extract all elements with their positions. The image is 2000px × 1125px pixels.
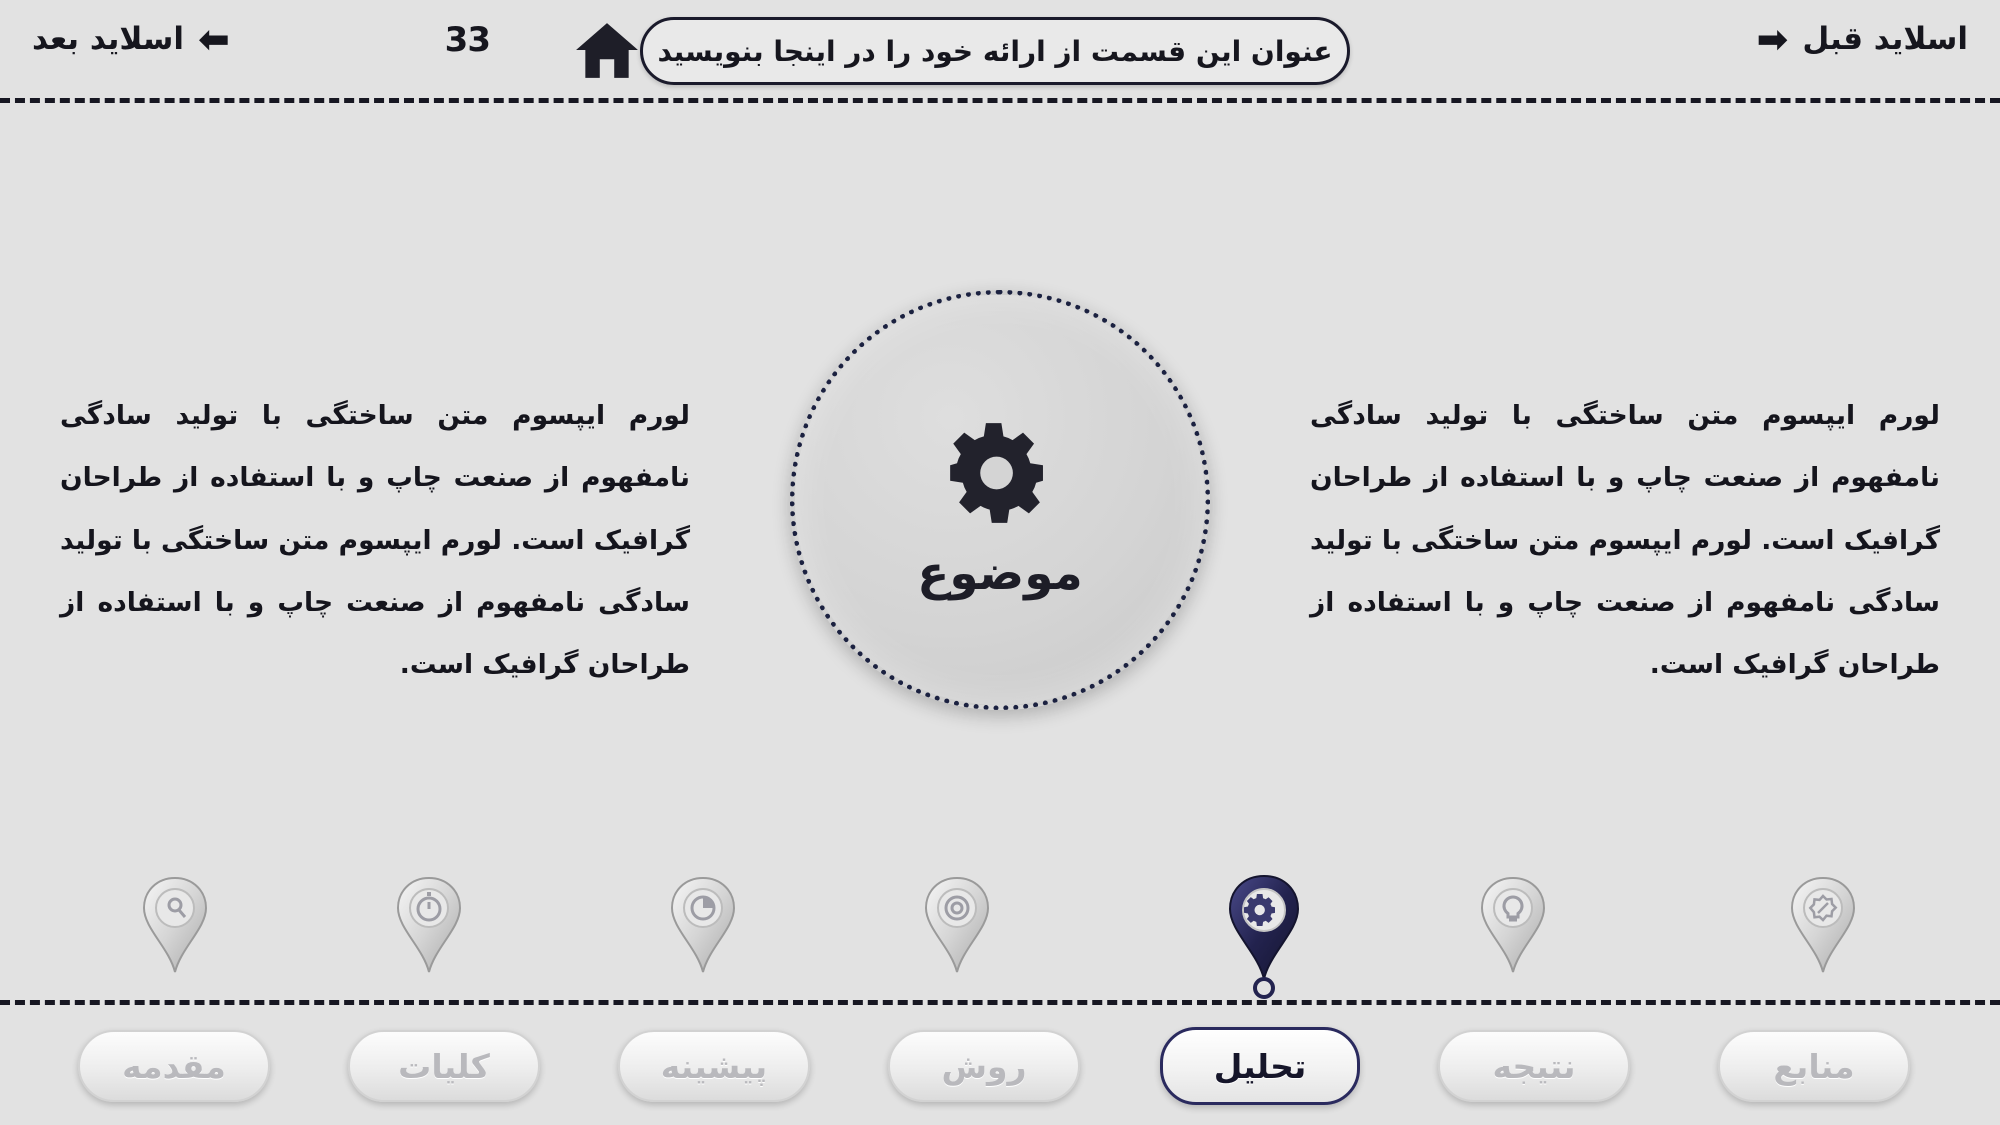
tab-tahlil[interactable] (1160, 1027, 1360, 1105)
tab-manabe-label: منابع (1773, 1046, 1855, 1086)
pin-ravesh[interactable] (914, 872, 1000, 982)
slide-title-placeholder: عنوان این قسمت از ارائه خود را در اینجا بنویسید (657, 34, 1333, 68)
pin-pishineh[interactable] (660, 872, 746, 982)
tab-kolliyat[interactable] (348, 1030, 540, 1102)
pin-row (0, 872, 2000, 1002)
top-navigation-bar (0, 0, 2000, 100)
tab-pishineh[interactable] (618, 1030, 810, 1102)
pin-tahlil[interactable] (1216, 872, 1312, 1000)
tab-moghadameh[interactable] (78, 1030, 270, 1102)
gear-icon (945, 418, 1055, 532)
tab-natijeh[interactable] (1438, 1030, 1630, 1102)
tab-manabe[interactable] (1718, 1030, 1910, 1102)
arrow-left-icon: ⬅ (198, 17, 230, 61)
arrow-right-icon: ➡ (1756, 17, 1789, 61)
slide-title-input[interactable] (640, 17, 1350, 85)
paragraph-left: لورم ایپسوم متن ساختگی با تولید سادگی نامفهوم از صنعت چاپ و با استفاده از طراحان گرافیک است. لورم ایپسوم متن ساختگی با تولید سادگی نامفهوم از صنعت چاپ و با استفاده از طراحان گرافیک است. (60, 400, 690, 681)
prev-slide-label: اسلاید قبل (1802, 21, 1968, 57)
topic-circle (790, 290, 1210, 710)
tab-moghadameh-label: مقدمه (122, 1046, 226, 1086)
pin-manabe[interactable] (1780, 872, 1866, 982)
paragraph-right: لورم ایپسوم متن ساختگی با تولید سادگی نامفهوم از صنعت چاپ و با استفاده از طراحان گرافیک است. لورم ایپسوم متن ساختگی با تولید سادگی نامفهوم از صنعت چاپ و با استفاده از طراحان گرافیک است. (1310, 400, 1940, 681)
slide-number: 33 (444, 20, 490, 60)
home-icon[interactable] (574, 18, 640, 84)
next-slide-label: اسلاید بعد (32, 21, 185, 57)
pin-moghadameh[interactable] (132, 872, 218, 982)
tab-natijeh-label: نتیجه (1492, 1046, 1576, 1086)
tab-row (0, 1030, 2000, 1125)
tab-kolliyat-label: کلیات (398, 1046, 490, 1086)
tab-ravesh[interactable] (888, 1030, 1080, 1102)
divider-bottom (0, 1000, 2000, 1005)
topic-label: موضوع (917, 545, 1083, 601)
divider-top (0, 98, 2000, 103)
prev-slide-button[interactable] (1756, 17, 1968, 61)
pin-kolliyat[interactable] (386, 872, 472, 982)
pin-natijeh[interactable] (1470, 872, 1556, 982)
next-slide-button[interactable] (32, 17, 230, 61)
tab-ravesh-label: روش (941, 1046, 1027, 1086)
tab-pishineh-label: پیشینه (660, 1046, 768, 1086)
tab-tahlil-label: تحلیل (1213, 1046, 1307, 1086)
